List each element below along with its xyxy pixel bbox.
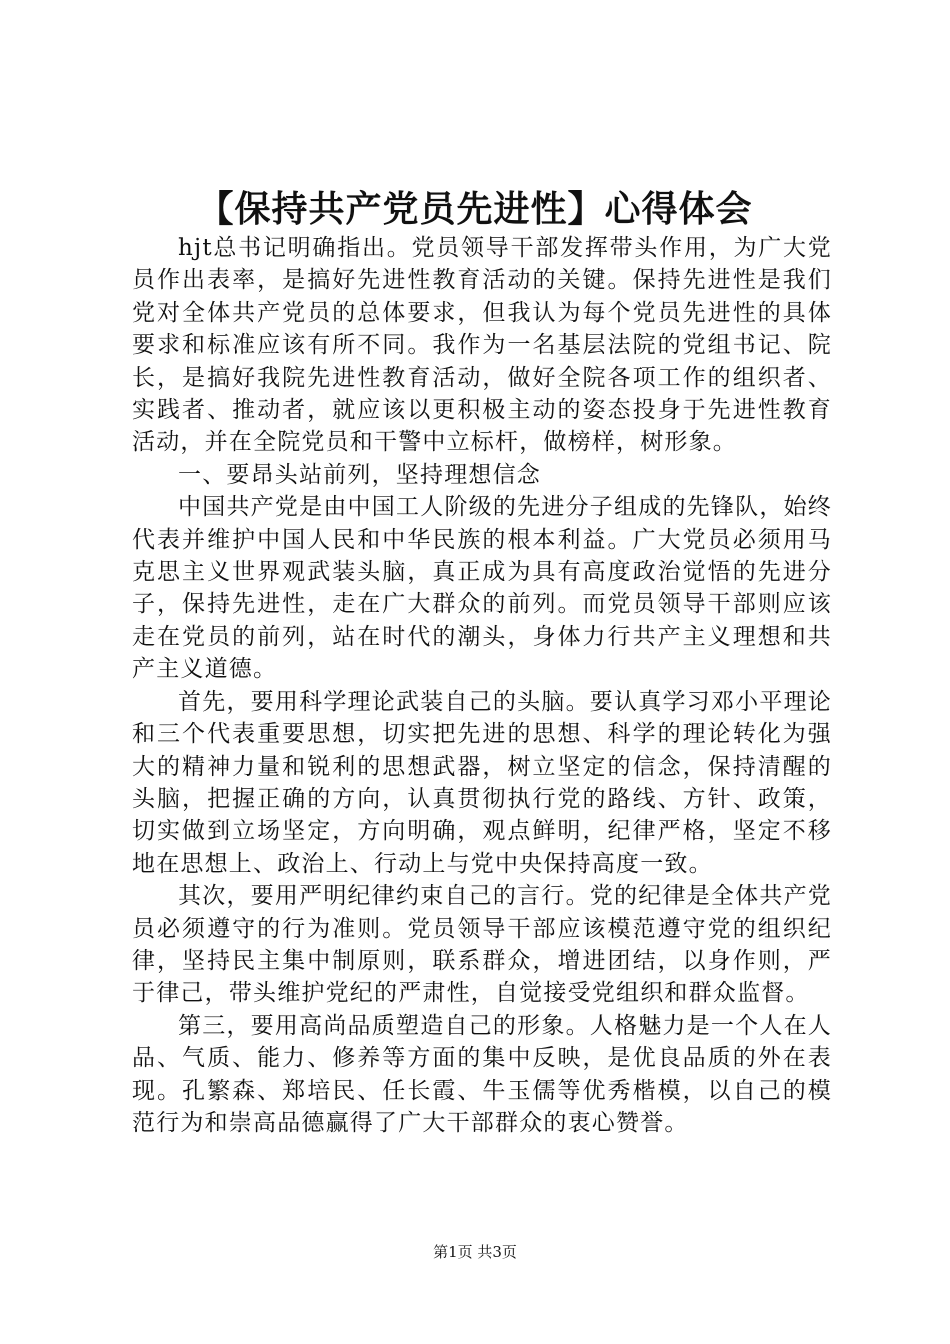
document-body: [132, 232, 832, 1139]
paragraph-vanguard: 中国共产党是由中国工人阶级的先进分子组成的先锋队，始终代表并维护中国人民和中华民族的根本利益。广大党员必须用马克思主义世界观武装头脑，真正成为具有高度政治觉悟的先进分子，保持先进性，走在广大群众的前列。而党员领导干部则应该走在党员的前列，站在时代的潮头，身体力行共产主义理想和共产主义道德。: [132, 494, 832, 683]
paragraph-first: 首先，要用科学理论武装自己的头脑。要认真学习邓小平理论和三个代表重要思想，切实把先进的思想、科学的理论转化为强大的精神力量和锐利的思想武器，树立坚定的信念，保持清醒的头脑，把握正确的方向，认真贯彻执行党的路线、方针、政策，切实做到立场坚定，方向明确，观点鲜明，纪律严格，坚定不移地在思想上、政治上、行动上与党中央保持高度一致。: [132, 688, 832, 877]
section-heading-1: 一、要昂头站前列，坚持理想信念: [178, 461, 541, 488]
page-number-footer: 第1页 共3页: [433, 1243, 517, 1261]
paragraph-second: 其次，要用严明纪律约束自己的言行。党的纪律是全体共产党员必须遵守的行为准则。党员领导干部应该模范遵守党的组织纪律，坚持民主集中制原则，联系群众，增进团结，以身作则，严于律己，带头维护党纪的严肃性，自觉接受党组织和群众监督。: [132, 883, 832, 1007]
paragraph-intro: hjt总书记明确指出。党员领导干部发挥带头作用，为广大党员作出表率，是搞好先进性教育活动的关键。保持先进性是我们党对全体共产党员的总体要求，但我认为每个党员先进性的具体要求和标准应该有所不同。我作为一名基层法院的党组书记、院长，是搞好我院先进性教育活动，做好全院各项工作的组织者、实践者、推动者，就应该以更积极主动的姿态投身于先进性教育活动，并在全院党员和干警中立标杆，做榜样，树形象。: [132, 235, 832, 456]
paragraph-third: 第三，要用高尚品质塑造自己的形象。人格魅力是一个人在人品、气质、能力、修养等方面的集中反映，是优良品质的外在表现。孔繁森、郑培民、任长霞、牛玉儒等优秀楷模，以自己的模范行为和崇高品德赢得了广大干部群众的衷心赞誉。: [132, 1012, 832, 1136]
document-title: 【保持共产党员先进性】心得体会: [197, 189, 753, 230]
